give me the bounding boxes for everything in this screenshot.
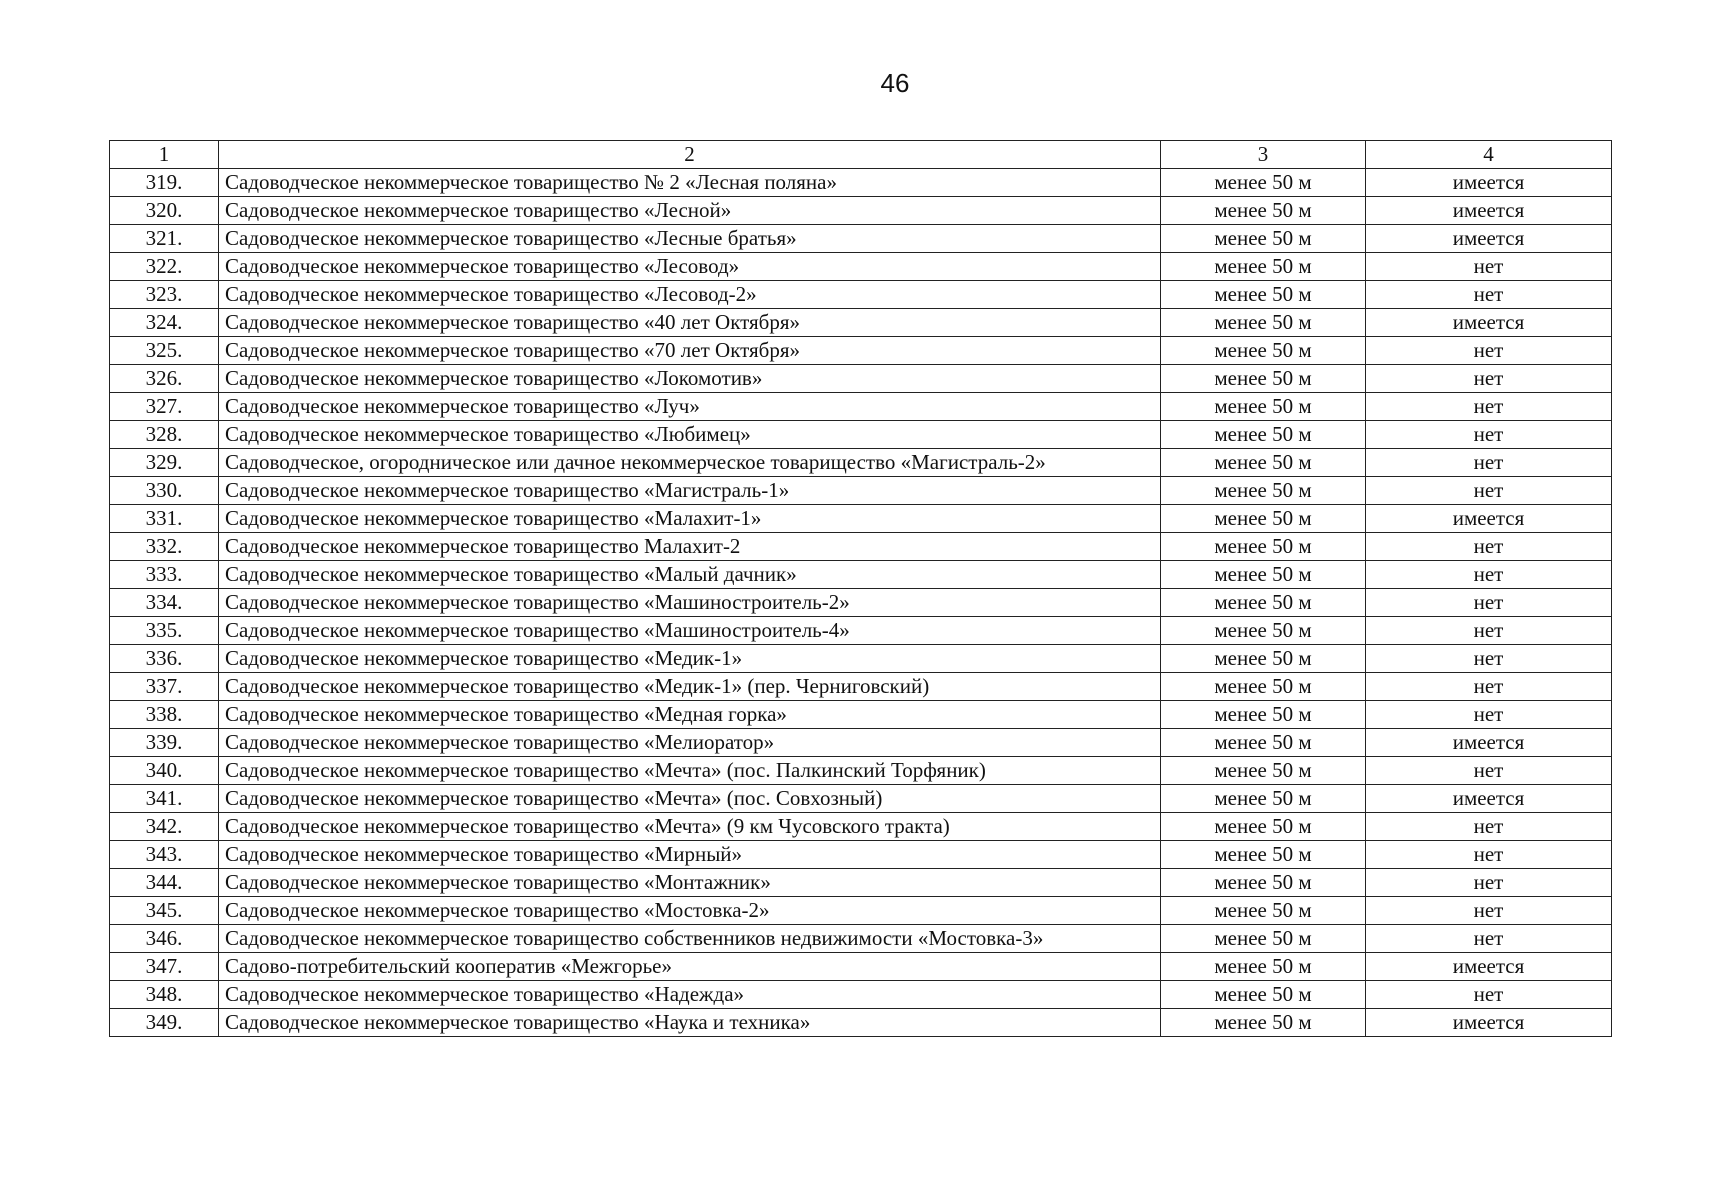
organization-name: Садоводческое некоммерческое товарищество «Лесной» — [219, 197, 1161, 225]
row-number: 325. — [110, 337, 219, 365]
column-header-4: 4 — [1366, 141, 1612, 169]
availability-value: нет — [1366, 925, 1612, 953]
organization-name: Садоводческое некоммерческое товарищество «Мирный» — [219, 841, 1161, 869]
distance-value: менее 50 м — [1161, 561, 1366, 589]
distance-value: менее 50 м — [1161, 869, 1366, 897]
row-number: 340. — [110, 757, 219, 785]
row-number: 323. — [110, 281, 219, 309]
row-number: 349. — [110, 1009, 219, 1037]
organization-name: Садоводческое некоммерческое товарищество «Мостовка-2» — [219, 897, 1161, 925]
row-number: 345. — [110, 897, 219, 925]
distance-value: менее 50 м — [1161, 897, 1366, 925]
table-row — [110, 925, 1612, 953]
availability-value: нет — [1366, 561, 1612, 589]
distance-value: менее 50 м — [1161, 953, 1366, 981]
availability-value: нет — [1366, 533, 1612, 561]
row-number: 331. — [110, 505, 219, 533]
distance-value: менее 50 м — [1161, 589, 1366, 617]
row-number: 347. — [110, 953, 219, 981]
distance-value: менее 50 м — [1161, 421, 1366, 449]
table-row — [110, 1009, 1612, 1037]
table-row — [110, 449, 1612, 477]
row-number: 332. — [110, 533, 219, 561]
availability-value: нет — [1366, 393, 1612, 421]
distance-value: менее 50 м — [1161, 673, 1366, 701]
availability-value: нет — [1366, 841, 1612, 869]
distance-value: менее 50 м — [1161, 1009, 1366, 1037]
availability-value: нет — [1366, 869, 1612, 897]
distance-value: менее 50 м — [1161, 645, 1366, 673]
organization-name: Садоводческое некоммерческое товарищество «Медик-1» (пер. Черниговский) — [219, 673, 1161, 701]
table-row — [110, 673, 1612, 701]
table-row — [110, 477, 1612, 505]
table-row — [110, 701, 1612, 729]
table-row — [110, 757, 1612, 785]
distance-value: менее 50 м — [1161, 505, 1366, 533]
row-number: 337. — [110, 673, 219, 701]
distance-value: менее 50 м — [1161, 981, 1366, 1009]
row-number: 346. — [110, 925, 219, 953]
data-table — [109, 140, 1612, 1037]
organization-name: Садоводческое некоммерческое товарищество «Магистраль-1» — [219, 477, 1161, 505]
organization-name: Садоводческое некоммерческое товарищество «Медная горка» — [219, 701, 1161, 729]
column-header-3: 3 — [1161, 141, 1366, 169]
availability-value: имеется — [1366, 505, 1612, 533]
availability-value: нет — [1366, 253, 1612, 281]
organization-name: Садоводческое некоммерческое товарищество «Медик-1» — [219, 645, 1161, 673]
distance-value: менее 50 м — [1161, 785, 1366, 813]
row-number: 335. — [110, 617, 219, 645]
availability-value: нет — [1366, 673, 1612, 701]
organization-name: Садоводческое некоммерческое товарищество «Лесовод-2» — [219, 281, 1161, 309]
row-number: 336. — [110, 645, 219, 673]
distance-value: менее 50 м — [1161, 393, 1366, 421]
table-row — [110, 785, 1612, 813]
organization-name: Садоводческое некоммерческое товарищество «Мечта» (пос. Палкинский Торфяник) — [219, 757, 1161, 785]
distance-value: менее 50 м — [1161, 253, 1366, 281]
row-number: 344. — [110, 869, 219, 897]
header-row — [110, 141, 1612, 169]
table-row — [110, 365, 1612, 393]
table-row — [110, 337, 1612, 365]
organization-name: Садоводческое некоммерческое товарищество № 2 «Лесная поляна» — [219, 169, 1161, 197]
row-number: 341. — [110, 785, 219, 813]
table-row — [110, 617, 1612, 645]
availability-value: имеется — [1366, 785, 1612, 813]
organization-name: Садоводческое некоммерческое товарищество «70 лет Октября» — [219, 337, 1161, 365]
organization-name: Садоводческое некоммерческое товарищество собственников недвижимости «Мостовка-3» — [219, 925, 1161, 953]
row-number: 328. — [110, 421, 219, 449]
table-row — [110, 309, 1612, 337]
availability-value: имеется — [1366, 1009, 1612, 1037]
table-row — [110, 393, 1612, 421]
distance-value: менее 50 м — [1161, 365, 1366, 393]
column-header-2: 2 — [219, 141, 1161, 169]
row-number: 324. — [110, 309, 219, 337]
availability-value: нет — [1366, 757, 1612, 785]
distance-value: менее 50 м — [1161, 197, 1366, 225]
availability-value: нет — [1366, 645, 1612, 673]
availability-value: нет — [1366, 617, 1612, 645]
organization-name: Садоводческое некоммерческое товарищество «Луч» — [219, 393, 1161, 421]
row-number: 321. — [110, 225, 219, 253]
organization-name: Садоводческое некоммерческое товарищество «Наука и техника» — [219, 1009, 1161, 1037]
organization-name: Садово-потребительский кооператив «Межгорье» — [219, 953, 1161, 981]
table-row — [110, 729, 1612, 757]
row-number: 326. — [110, 365, 219, 393]
table-row — [110, 505, 1612, 533]
organization-name: Садоводческое некоммерческое товарищество «40 лет Октября» — [219, 309, 1161, 337]
organization-name: Садоводческое некоммерческое товарищество «Любимец» — [219, 421, 1161, 449]
distance-value: менее 50 м — [1161, 617, 1366, 645]
organization-name: Садоводческое некоммерческое товарищество «Лесные братья» — [219, 225, 1161, 253]
availability-value: нет — [1366, 701, 1612, 729]
availability-value: имеется — [1366, 729, 1612, 757]
availability-value: нет — [1366, 589, 1612, 617]
organization-name: Садоводческое, огородническое или дачное некоммерческое товарищество «Магистраль-2» — [219, 449, 1161, 477]
availability-value: нет — [1366, 897, 1612, 925]
distance-value: менее 50 м — [1161, 533, 1366, 561]
table-row — [110, 421, 1612, 449]
availability-value: нет — [1366, 337, 1612, 365]
table-body — [110, 169, 1612, 1037]
row-number: 327. — [110, 393, 219, 421]
organization-name: Садоводческое некоммерческое товарищество «Мелиоратор» — [219, 729, 1161, 757]
distance-value: менее 50 м — [1161, 841, 1366, 869]
availability-value: нет — [1366, 813, 1612, 841]
organization-name: Садоводческое некоммерческое товарищество «Монтажник» — [219, 869, 1161, 897]
column-header-1: 1 — [110, 141, 219, 169]
organization-name: Садоводческое некоммерческое товарищество «Надежда» — [219, 981, 1161, 1009]
distance-value: менее 50 м — [1161, 813, 1366, 841]
distance-value: менее 50 м — [1161, 701, 1366, 729]
distance-value: менее 50 м — [1161, 281, 1366, 309]
table-row — [110, 281, 1612, 309]
availability-value: имеется — [1366, 953, 1612, 981]
organization-name: Садоводческое некоммерческое товарищество «Машиностроитель-2» — [219, 589, 1161, 617]
availability-value: нет — [1366, 365, 1612, 393]
table-row — [110, 897, 1612, 925]
availability-value: имеется — [1366, 169, 1612, 197]
availability-value: имеется — [1366, 197, 1612, 225]
table-row — [110, 589, 1612, 617]
availability-value: нет — [1366, 449, 1612, 477]
row-number: 334. — [110, 589, 219, 617]
organization-name: Садоводческое некоммерческое товарищество «Лесовод» — [219, 253, 1161, 281]
availability-value: нет — [1366, 421, 1612, 449]
row-number: 338. — [110, 701, 219, 729]
organization-name: Садоводческое некоммерческое товарищество Малахит-2 — [219, 533, 1161, 561]
table-row — [110, 197, 1612, 225]
table-row — [110, 953, 1612, 981]
table-row — [110, 225, 1612, 253]
organization-name: Садоводческое некоммерческое товарищество «Малый дачник» — [219, 561, 1161, 589]
table-row — [110, 841, 1612, 869]
distance-value: менее 50 м — [1161, 169, 1366, 197]
availability-value: нет — [1366, 281, 1612, 309]
organization-name: Садоводческое некоммерческое товарищество «Малахит-1» — [219, 505, 1161, 533]
table-row — [110, 645, 1612, 673]
row-number: 333. — [110, 561, 219, 589]
row-number: 320. — [110, 197, 219, 225]
availability-value: имеется — [1366, 225, 1612, 253]
availability-value: нет — [1366, 477, 1612, 505]
row-number: 348. — [110, 981, 219, 1009]
table-row — [110, 813, 1612, 841]
row-number: 322. — [110, 253, 219, 281]
organization-name: Садоводческое некоммерческое товарищество «Мечта» (9 км Чусовского тракта) — [219, 813, 1161, 841]
availability-value: нет — [1366, 981, 1612, 1009]
distance-value: менее 50 м — [1161, 337, 1366, 365]
table-row — [110, 169, 1612, 197]
page-number: 46 — [880, 68, 910, 98]
distance-value: менее 50 м — [1161, 309, 1366, 337]
table-row — [110, 869, 1612, 897]
table-header — [110, 141, 1612, 169]
row-number: 342. — [110, 813, 219, 841]
distance-value: менее 50 м — [1161, 757, 1366, 785]
distance-value: менее 50 м — [1161, 225, 1366, 253]
table-row — [110, 533, 1612, 561]
row-number: 343. — [110, 841, 219, 869]
row-number: 329. — [110, 449, 219, 477]
table-row — [110, 253, 1612, 281]
row-number: 330. — [110, 477, 219, 505]
distance-value: менее 50 м — [1161, 729, 1366, 757]
organization-name: Садоводческое некоммерческое товарищество «Мечта» (пос. Совхозный) — [219, 785, 1161, 813]
organization-name: Садоводческое некоммерческое товарищество «Машиностроитель-4» — [219, 617, 1161, 645]
distance-value: менее 50 м — [1161, 449, 1366, 477]
table-row — [110, 981, 1612, 1009]
distance-value: менее 50 м — [1161, 925, 1366, 953]
row-number: 319. — [110, 169, 219, 197]
organization-name: Садоводческое некоммерческое товарищество «Локомотив» — [219, 365, 1161, 393]
table-row — [110, 561, 1612, 589]
distance-value: менее 50 м — [1161, 477, 1366, 505]
row-number: 339. — [110, 729, 219, 757]
availability-value: имеется — [1366, 309, 1612, 337]
